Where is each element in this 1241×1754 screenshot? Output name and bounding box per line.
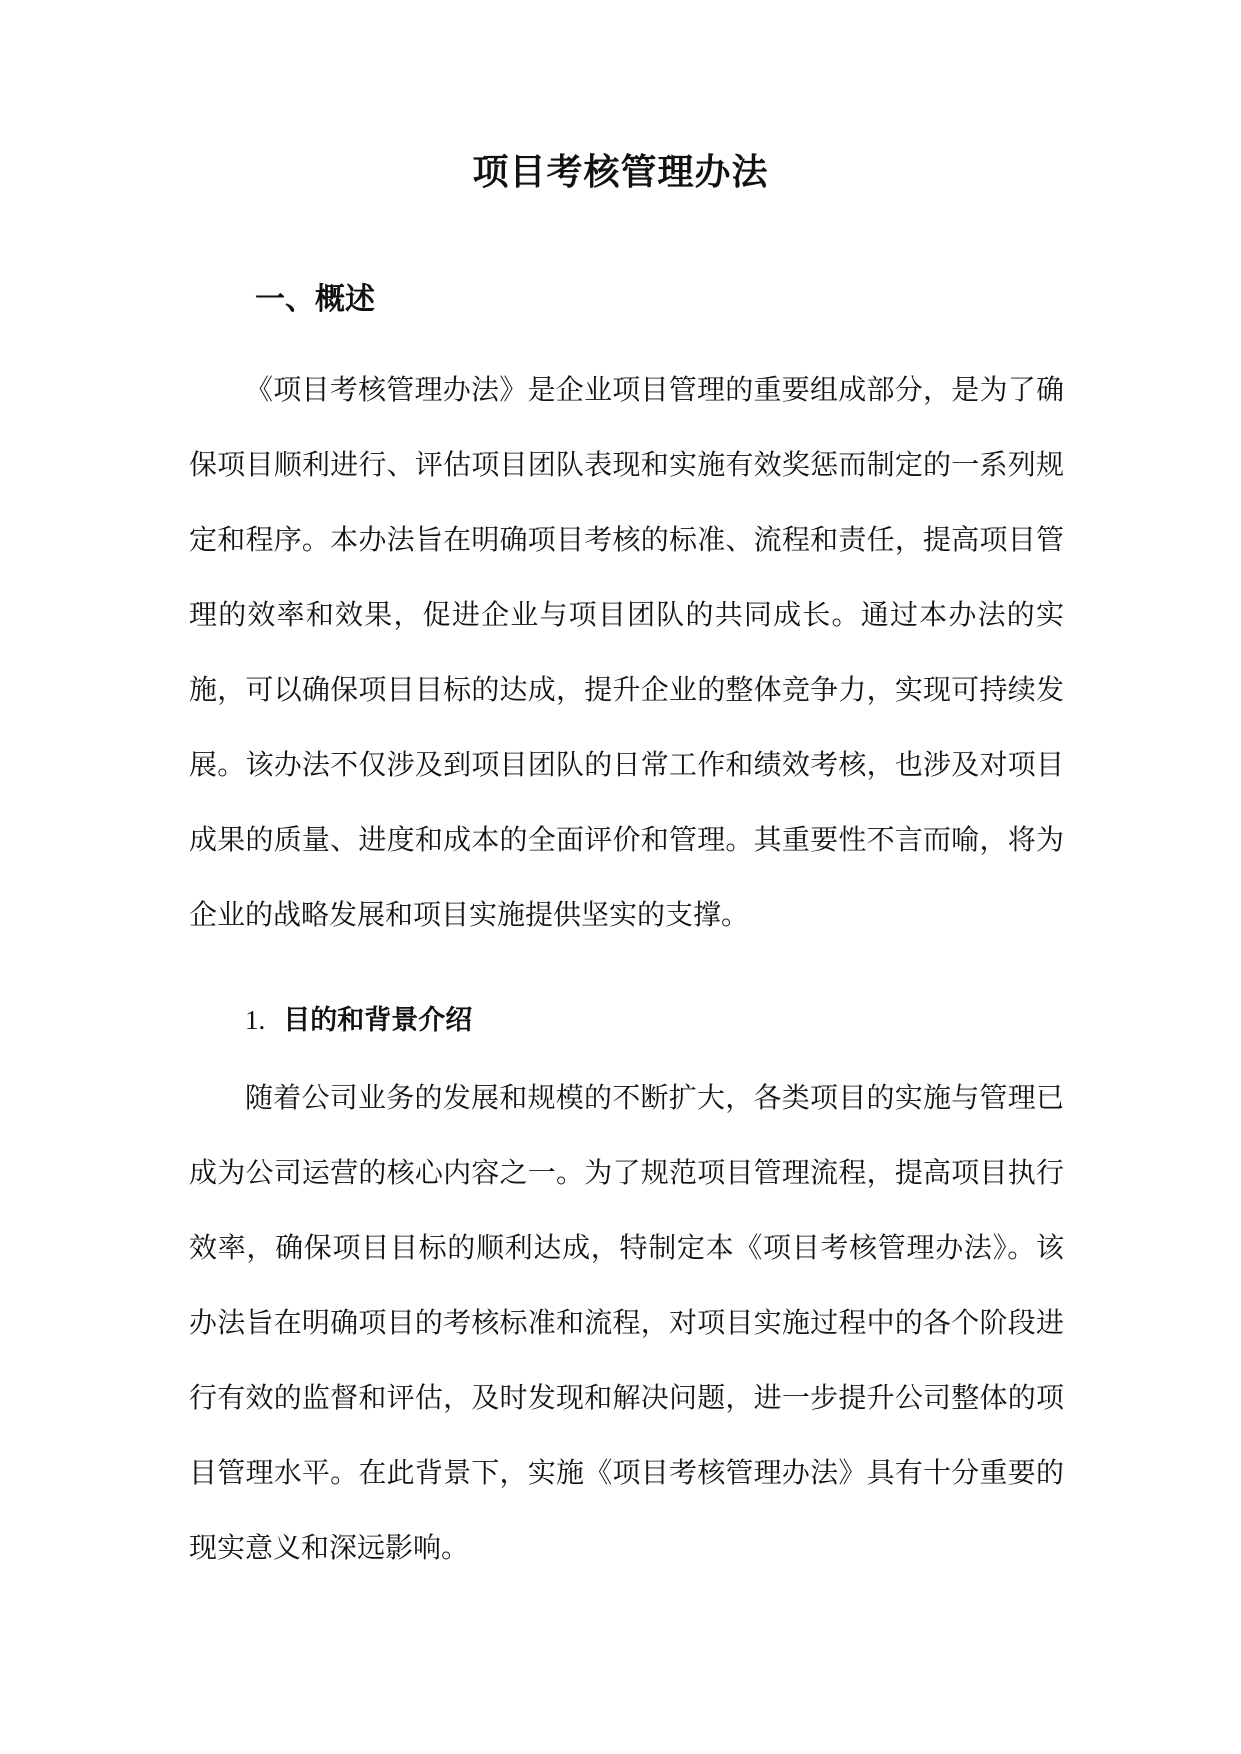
purpose-paragraph: 随着公司业务的发展和规模的不断扩大，各类项目的实施与管理已成为公司运营的核心内容之一。为了规范项目管理流程，提高项目执行效率，确保项目目标的顺利达成，特制定本《项目考核管理办法》。该办法旨在明确项目的考核标准和流程，对项目实施过程中的各个阶段进行有效的监督和评估，及时发现和解决问题，进一步提升公司整体的项目管理水平。在此背景下，实施《项目考核管理办法》具有十分重要的现实意义和深远影响。	[189, 1081, 1064, 1564]
subsection-heading-purpose	[245, 1000, 472, 1041]
document-title: 项目考核管理办法	[472, 152, 769, 193]
subsection-number: 1.	[245, 1005, 266, 1035]
subsection-title: 目的和背景介绍	[283, 1005, 473, 1036]
section-heading-overview: 一、概述	[255, 282, 375, 317]
overview-paragraph: 《项目考核管理办法》是企业项目管理的重要组成部分，是为了确保项目顺利进行、评估项目团队表现和实施有效奖惩而制定的一系列规定和程序。本办法旨在明确项目考核的标准、流程和责任，提高项目管理的效率和效果，促进企业与项目团队的共同成长。通过本办法的实施，可以确保项目目标的达成，提升企业的整体竞争力，实现可持续发展。该办法不仅涉及到项目团队的日常工作和绩效考核，也涉及对项目成果的质量、进度和成本的全面评价和管理。其重要性不言而喻，将为企业的战略发展和项目实施提供坚实的支撑。	[189, 373, 1064, 931]
